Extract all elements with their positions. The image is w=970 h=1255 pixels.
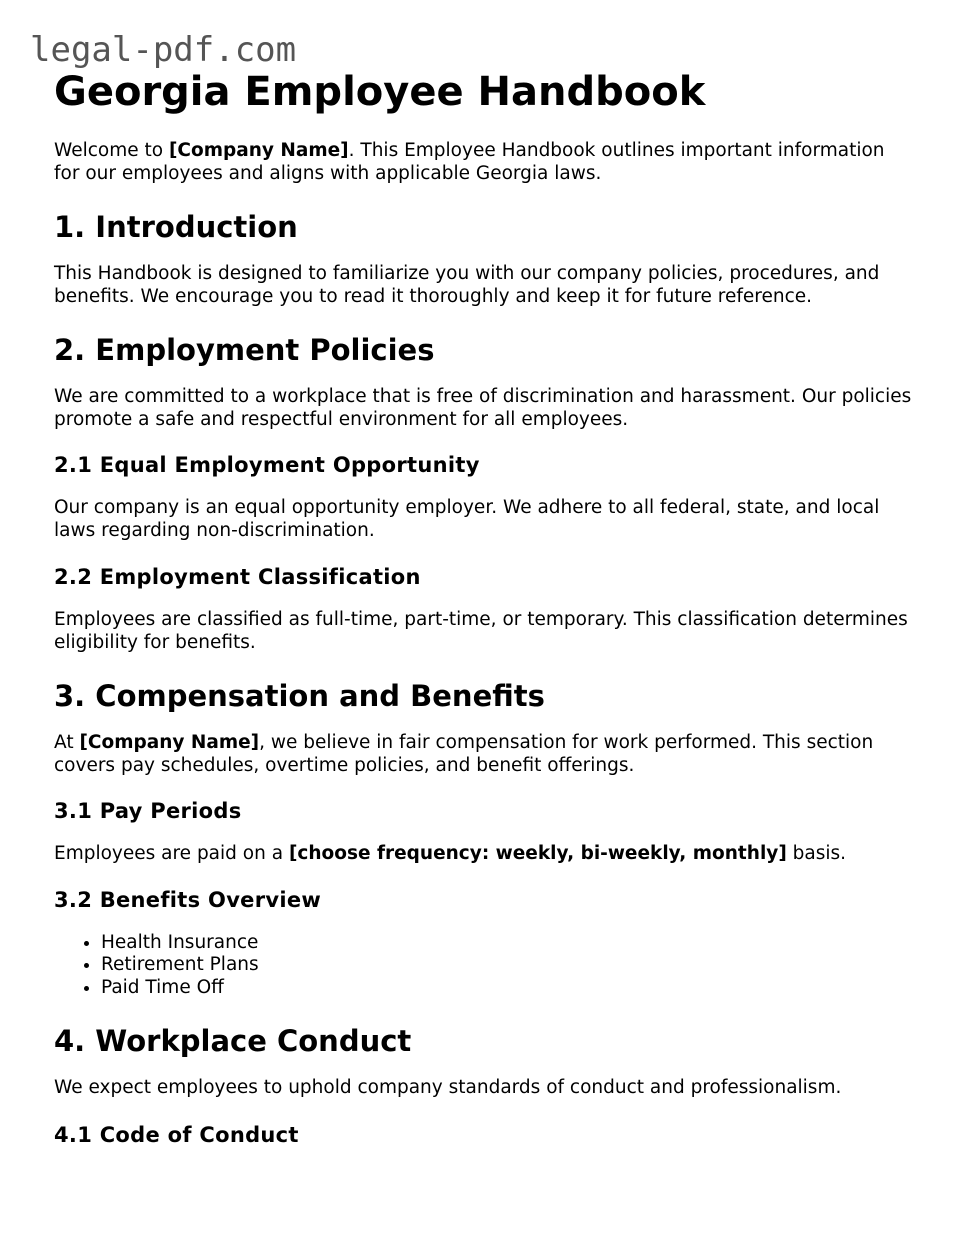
intro-text-post: . This Employee Handbook outlines important information for our employees and aligns with applicable Georgia laws. [54,140,885,184]
pay-periods-paragraph [54,843,914,866]
pay-frequency-placeholder: [choose frequency: weekly, bi-weekly, monthly] [288,843,787,864]
document-title: Georgia Employee Handbook [54,69,706,115]
employment-policies-paragraph: We are committed to a workplace that is free of discrimination and harassment. Our policies promote a safe and respectful environment for all employees. [54,386,912,430]
company-name-placeholder: [Company Name] [79,732,260,753]
subsection-heading-classification: 2.2 Employment Classification [54,565,421,589]
list-item: • Paid Time Off [101,977,914,1000]
subsection-heading-code-of-conduct: 4.1 Code of Conduct [54,1122,299,1147]
section-heading-compensation: 3. Compensation and Benefits [54,679,545,713]
compensation-text-post: , we believe in fair compensation for work performed. This section covers pay schedules, overtime policies, and benefit offerings. [54,732,874,776]
intro-paragraph [54,140,914,185]
section-heading-employment-policies: 2. Employment Policies [54,333,435,367]
subsection-heading-pay-periods: 3.1 Pay Periods [54,799,242,823]
pay-text-pre: Employees are paid on a [54,843,289,864]
pay-text-post: basis. [786,843,847,864]
benefits-list [54,932,914,1000]
compensation-text-pre: At [54,732,80,753]
compensation-paragraph [54,732,914,777]
company-name-placeholder: [Company Name] [168,140,349,161]
workplace-conduct-paragraph: We expect employees to uphold company standards of conduct and professionalism. [54,1077,842,1098]
document-page [54,66,914,1149]
subsection-heading-benefits: 3.2 Benefits Overview [54,887,322,912]
section-heading-workplace-conduct: 4. Workplace Conduct [54,1024,412,1058]
intro-text-pre: Welcome to [54,140,169,161]
watermark: legal-pdf.com [30,30,297,70]
eeo-paragraph: Our company is an equal opportunity employer. We adhere to all federal, state, and local laws regarding non-discrimination. [54,497,880,541]
section-heading-introduction: 1. Introduction [54,210,298,244]
classification-paragraph: Employees are classified as full-time, part-time, or temporary. This classification determines eligibility for benefits. [54,609,908,653]
list-item: • Retirement Plans [101,954,914,977]
subsection-heading-eeo: 2.1 Equal Employment Opportunity [54,453,480,477]
introduction-paragraph: This Handbook is designed to familiarize you with our company policies, procedures, and benefits. We encourage you to read it thoroughly and keep it for future reference. [54,263,880,307]
list-item: • Health Insurance [101,932,914,955]
